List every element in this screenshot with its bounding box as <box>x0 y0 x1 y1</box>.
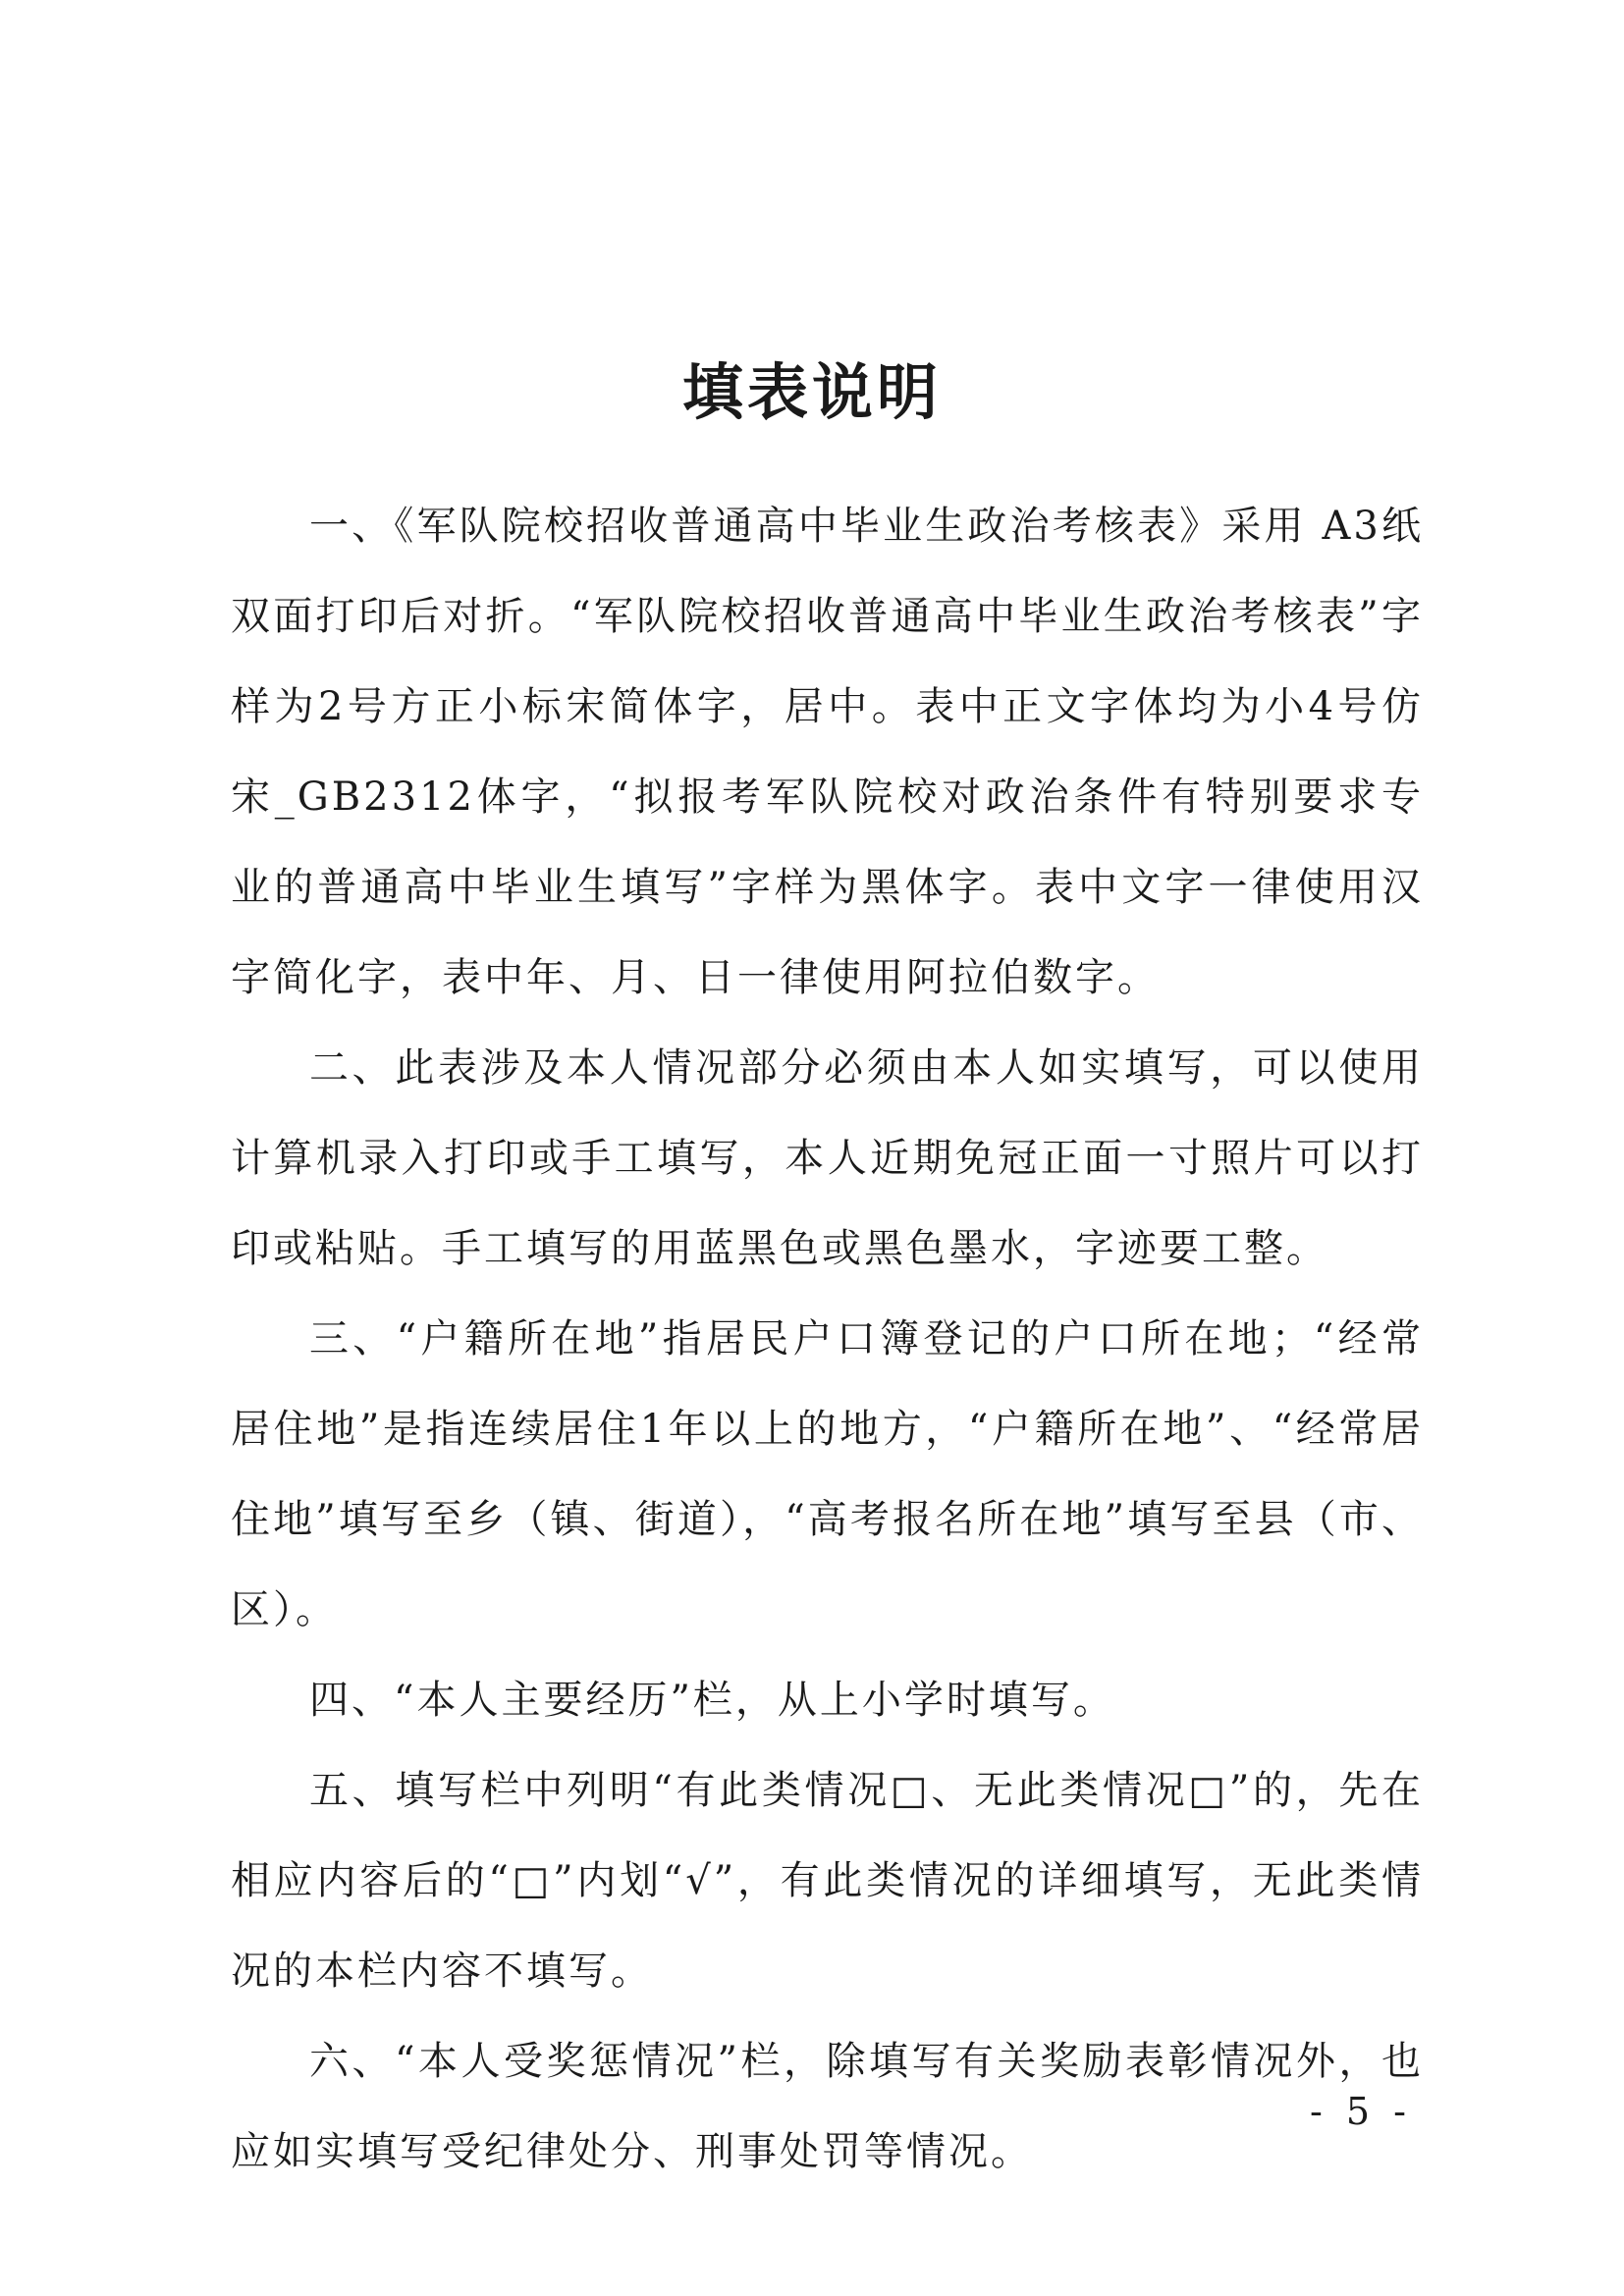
instruction-paragraph-2: 二、此表涉及本人情况部分必须由本人如实填写，可以使用计算机录入打印或手工填写，本人近期免冠正面一寸照片可以打印或粘贴。手工填写的用蓝黑色或黑色墨水，字迹要工整。 <box>231 1045 1424 1271</box>
instruction-paragraph-6: 六、“本人受奖惩情况”栏，除填写有关奖励表彰情况外，也应如实填写受纪律处分、刑事处罚等情况。 <box>231 2039 1424 2174</box>
instruction-paragraph-3: 三、“户籍所在地”指居民户口簿登记的户口所在地；“经常居住地”是指连续居住1年以上的地方，“户籍所在地”、“经常居住地”填写至乡（镇、街道），“高考报名所在地”填写至县（市、区）。 <box>231 1316 1424 1632</box>
instructions-body <box>231 481 1424 2197</box>
page-title: 填表说明 <box>681 355 942 428</box>
instruction-paragraph-1: 一、《军队院校招收普通高中毕业生政治考核表》采用 A3纸双面打印后对折。“军队院校招收普通高中毕业生政治考核表”字样为2号方正小标宋简体字，居中。表中正文字体均为小4号仿宋_GB2312体字，“拟报考军队院校对政治条件有特别要求专业的普通高中毕业生填写”字样为黑体字。表中文字一律使用汉字简化字，表中年、月、日一律使用阿拉伯数字。 <box>231 504 1424 1000</box>
page-number: - 5 - <box>1309 2090 1412 2133</box>
instruction-paragraph-4: 四、“本人主要经历”栏，从上小学时填写。 <box>309 1678 1115 1723</box>
instruction-paragraph-5: 五、填写栏中列明“有此类情况□、无此类情况□”的，先在相应内容后的“□”内划“√”，有此类情况的详细填写，无此类情况的本栏内容不填写。 <box>231 1768 1424 1994</box>
